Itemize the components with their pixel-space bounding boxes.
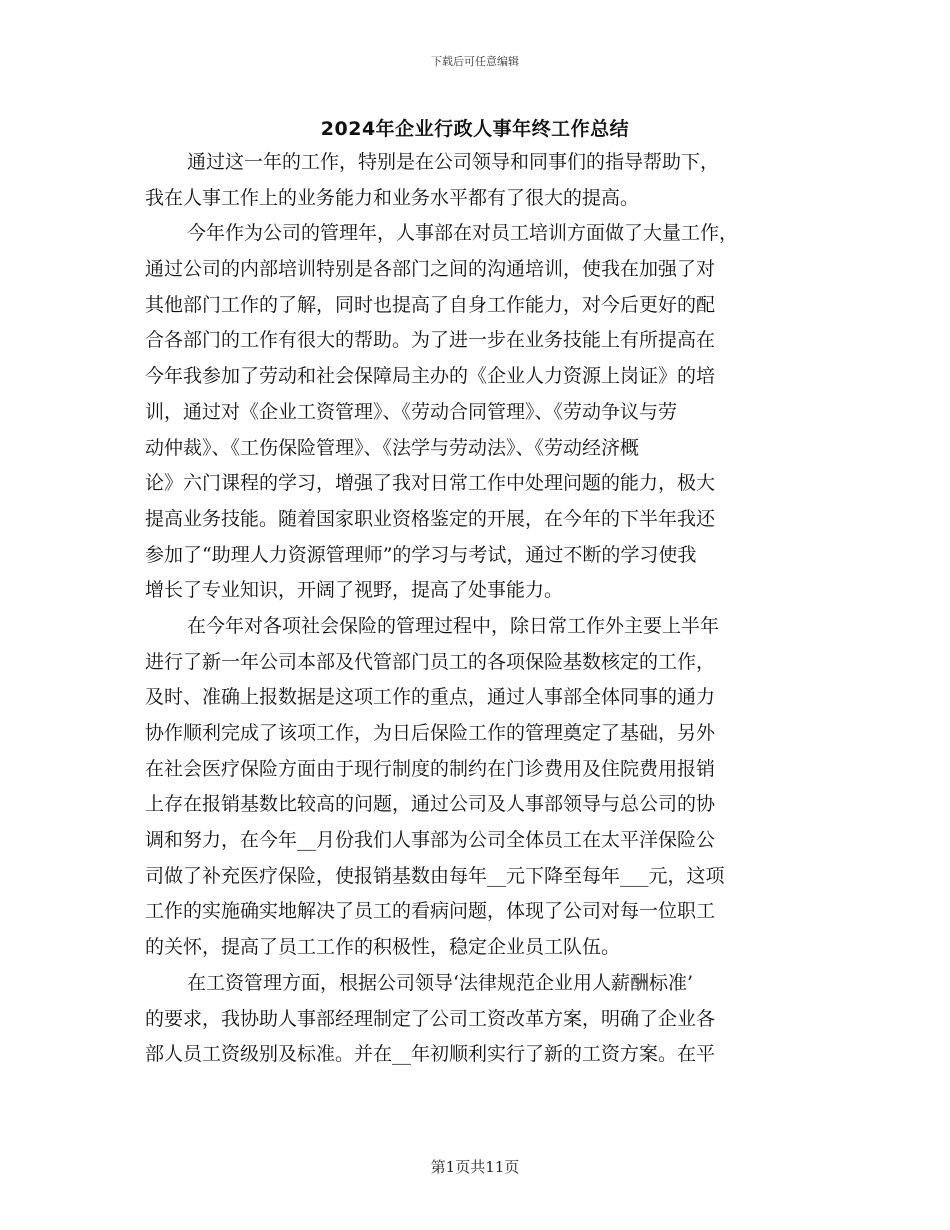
document-body <box>145 145 815 1073</box>
paragraph-line: 部人员工资级别及标准。并在__年初顺利实行了新的工资方案。在平 <box>145 1043 716 1066</box>
paragraph-line: 动仲裁》、《工伤保险管理》、《法学与劳动法》、《劳动经济概 <box>145 436 640 459</box>
paragraph-line: 的要求，我协助人事部经理制定了公司工资改革方案，明确了企业各 <box>145 1007 716 1030</box>
paragraph-line: 协作顺利完成了该项工作，为日后保险工作的管理奠定了基础，另外 <box>145 722 716 744</box>
page-number: 第1页共11页 <box>430 1158 520 1176</box>
paragraph-line: 的关怀，提高了员工工作的积极性，稳定企业员工队伍。 <box>145 936 621 959</box>
paragraph-line: 今年作为公司的管理年，人事部在对员工培训方面做了大量工作， <box>187 222 739 245</box>
paragraph-line: 在今年对各项社会保险的管理过程中，除日常工作外主要上半年 <box>187 614 720 637</box>
paragraph-line: 其他部门工作的了解，同时也提高了自身工作能力，对今后更好的配 <box>145 293 716 316</box>
paragraph-line: 司做了补充医疗保险，使报销基数由每年__元下降至每年___元，这项 <box>145 864 725 887</box>
paragraph-line: 提高业务技能。随着国家职业资格鉴定的开展，在今年的下半年我还 <box>145 507 716 530</box>
paragraph-line: 参加了“助理人力资源管理师”的学习与考试，通过不断的学习使我 <box>145 543 697 566</box>
document-title: 2024年企业行政人事年终工作总结 <box>320 118 630 140</box>
paragraph-line: 通过公司的内部培训特别是各部门之间的沟通培训，使我在加强了对 <box>145 258 716 281</box>
paragraph-line: 在工资管理方面，根据公司领导‘法律规范企业用人薪酬标准’ <box>187 971 694 994</box>
paragraph-line: 合各部门的工作有很大的帮助。为了进一步在业务技能上有所提高在 <box>145 329 716 352</box>
download-note: 下载后可任意编辑 <box>431 55 519 68</box>
paragraph-line: 论》六门课程的学习，增强了我对日常工作中处理问题的能力，极大 <box>145 472 716 495</box>
paragraph-line: 通过这一年的工作，特别是在公司领导和同事们的指导帮助下， <box>187 151 720 173</box>
paragraph-line: 上存在报销基数比较高的问题，通过公司及人事部领导与总公司的协 <box>145 793 716 816</box>
paragraph-line: 增长了专业知识，开阔了视野，提高了处事能力。 <box>145 579 564 602</box>
paragraph-line: 训，通过对《企业工资管理》、《劳动合同管理》、《劳动争议与劳 <box>145 400 678 423</box>
paragraph-line: 今年我参加了劳动和社会保障局主办的《企业人力资源上岗证》的培 <box>145 365 716 388</box>
paragraph-line: 进行了新一年公司本部及代管部门员工的各项保险基数核定的工作， <box>145 650 716 673</box>
paragraph-line: 调和努力，在今年__月份我们人事部为公司全体员工在太平洋保险公 <box>145 829 716 852</box>
paragraph-line: 在社会医疗保险方面由于现行制度的制约在门诊费用及住院费用报销 <box>145 757 716 780</box>
paragraph-line: 工作的实施确实地解决了员工的看病问题，体现了公司对每一位职工 <box>145 900 716 923</box>
paragraph-line: 及时、准确上报数据是这项工作的重点，通过人事部全体同事的通力 <box>145 686 716 709</box>
paragraph-line: 我在人事工作上的业务能力和业务水平都有了很大的提高。 <box>145 186 640 209</box>
